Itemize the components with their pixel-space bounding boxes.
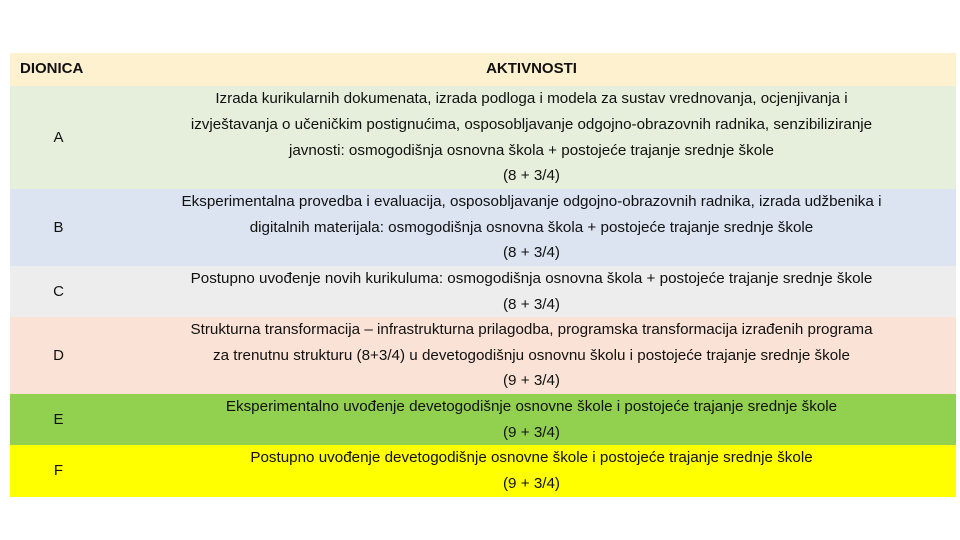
activity-line: (9 + 3/4): [503, 423, 560, 441]
stage-label: A: [10, 86, 107, 189]
activity-line: Postupno uvođenje devetogodišnje osnovne škole i postojeće trajanje srednje škole: [250, 449, 813, 467]
activity-line: Eksperimentalno uvođenje devetogodišnje osnovne škole i postojeće trajanje srednje škole: [225, 397, 838, 415]
activity-line: javnosti: osmogodišnja osnovna škola + postojeće trajanje srednje škole: [288, 141, 775, 159]
activity-line: Strukturna transformacija – infrastrukturna prilagodba, programska transformacija izrađenih programa: [190, 321, 873, 339]
activity-line: Eksperimentalna provedba i evaluacija, osposobljavanje odgojno-obrazovnih radnika, izrada udžbenika i: [181, 193, 882, 211]
stage-label: B: [10, 189, 107, 266]
activity-line: digitalnih materijala: osmogodišnja osnovna škola + postojeće trajanje srednje škole: [249, 218, 814, 236]
activity-line: (8 + 3/4): [503, 167, 560, 185]
activity-line: (9 + 3/4): [503, 372, 560, 390]
stage-label: F: [10, 445, 107, 497]
stage-label: E: [10, 394, 107, 445]
activity-cell: [107, 445, 956, 497]
activity-cell: [107, 317, 956, 394]
activity-cell: [107, 266, 956, 317]
activity-cell: [107, 86, 956, 189]
activity-line: Izrada kurikularnih dokumenata, izrada podloga i modela za sustav vrednovanja, ocjenjivanja i: [215, 90, 848, 108]
activity-cell: [107, 189, 956, 266]
activity-line: za trenutnu strukturu (8+3/4) u devetogodišnju osnovnu školu i postojeće trajanje srednje škole: [213, 346, 850, 364]
header-dionica: DIONICA: [10, 53, 107, 86]
stage-label: D: [10, 317, 107, 394]
activity-line: (8 + 3/4): [503, 295, 560, 313]
activity-line: (9 + 3/4): [503, 475, 560, 492]
stages-table: [10, 53, 956, 497]
header-aktivnosti: AKTIVNOSTI: [107, 53, 956, 86]
activity-line: Postupno uvođenje novih kurikuluma: osmogodišnja osnovna škola + postojeće trajanje srednje škole: [190, 269, 873, 287]
stage-label: C: [10, 266, 107, 317]
activity-line: izvještavanja o učeničkim postignućima, osposobljavanje odgojno-obrazovnih radnika, senzibiliziranje: [190, 115, 873, 133]
activity-cell: [107, 394, 956, 445]
activity-line: (8 + 3/4): [503, 244, 560, 262]
